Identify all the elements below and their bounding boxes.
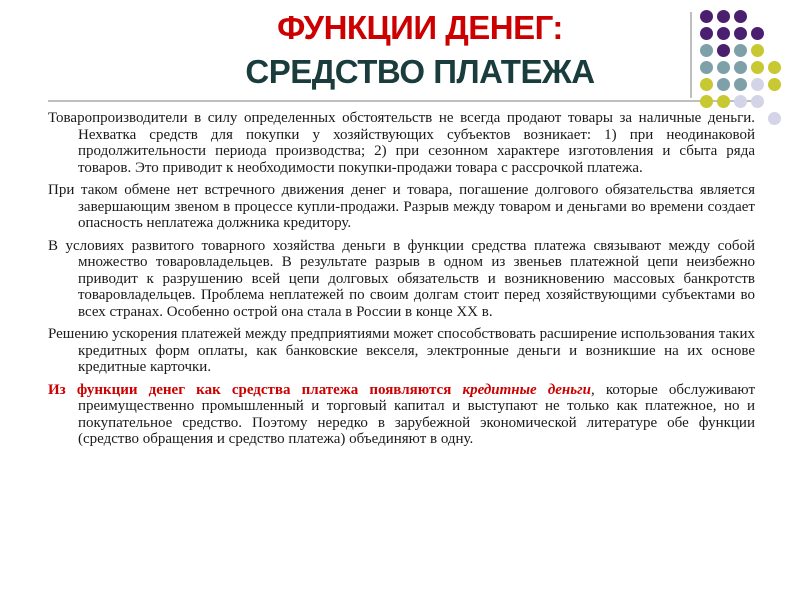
decor-dot (734, 27, 747, 40)
vertical-divider (690, 12, 692, 98)
decor-dot (751, 95, 764, 108)
decor-dot (734, 95, 747, 108)
decor-dot (700, 61, 713, 74)
decor-dot (717, 27, 730, 40)
decor-dot (751, 27, 764, 40)
paragraph-2: При таком обмене нет встречного движения денег и товара, погашение долгового обязательства является завершающим звеном в процессе купли-продажи. Разрыв между товаром и деньгами во времени создает опасность неплатежа должника кредитору. (48, 182, 755, 231)
paragraph-5-lead: Из функции денег как средства платежа появляются (48, 381, 463, 398)
paragraph-5 (48, 382, 755, 448)
paragraph-3: В условиях развитого товарного хозяйства деньги в функции средства платежа связывают между собой множество товаровладельцев. В результате разрыв в одном из звеньев платежной цепи неизбежно приводит к разрушению всей цепи долговых обязательств и возникновению массовых банкротств товаровладельцев. Проблема неплатежей по своим долгам стоит перед хозяйствующими субъектами во всех странах. Особенно острой она стала в России в конце XX в. (48, 237, 755, 320)
decor-dot (751, 78, 764, 91)
decor-dot (751, 61, 764, 74)
decor-dot (768, 78, 781, 91)
decor-dot (734, 78, 747, 91)
decor-dot (734, 44, 747, 57)
decor-dot (700, 95, 713, 108)
title-line-1: ФУНКЦИИ ДЕНЕГ: (277, 9, 563, 46)
decor-dot (700, 44, 713, 57)
decor-dot (717, 10, 730, 23)
paragraph-5-emphasis: кредитные деньги (462, 381, 591, 398)
decor-dot (717, 78, 730, 91)
decor-dot (768, 61, 781, 74)
paragraph-5-rest: , которые обслуживают преимущественно промышленный и торговый капитал и выступают не только как платежное, но и покупательное средство. Поэтому нередко в зарубежной экономической литературе обе функции (средство обращения и средство платежа) объединяют в одну. (78, 381, 755, 447)
decor-dot (734, 61, 747, 74)
decor-dot (734, 10, 747, 23)
decor-dot (717, 61, 730, 74)
decor-dot (717, 44, 730, 57)
slide-body (48, 110, 755, 454)
paragraph-1: Товаропроизводители в силу определенных обстоятельств не всегда продают товары за наличные деньги. Нехватка средств для покупки у хозяйствующих субъектов возникает: 1) при неодинаковой продолжительности периода производства; 2) при сезонном характере изготовления и сбыта ряда товаров. Это приводит к необходимости покупки-продажи товара с рассрочкой платежа. (48, 110, 755, 176)
decor-dot (700, 27, 713, 40)
horizontal-divider (48, 100, 758, 102)
decor-dot (700, 10, 713, 23)
paragraph-4: Решению ускорения платежей между предприятиями может способствовать расширение использования таких кредитных форм оплаты, как банковские векселя, электронные деньги и возникшие на их основе кредитные карточки. (48, 326, 755, 375)
decor-dot (700, 78, 713, 91)
slide-title (150, 6, 690, 94)
decor-dot (717, 95, 730, 108)
title-line-2: СРЕДСТВО ПЛАТЕЖА (245, 53, 595, 90)
decor-dot (768, 112, 781, 125)
decor-dot (751, 44, 764, 57)
